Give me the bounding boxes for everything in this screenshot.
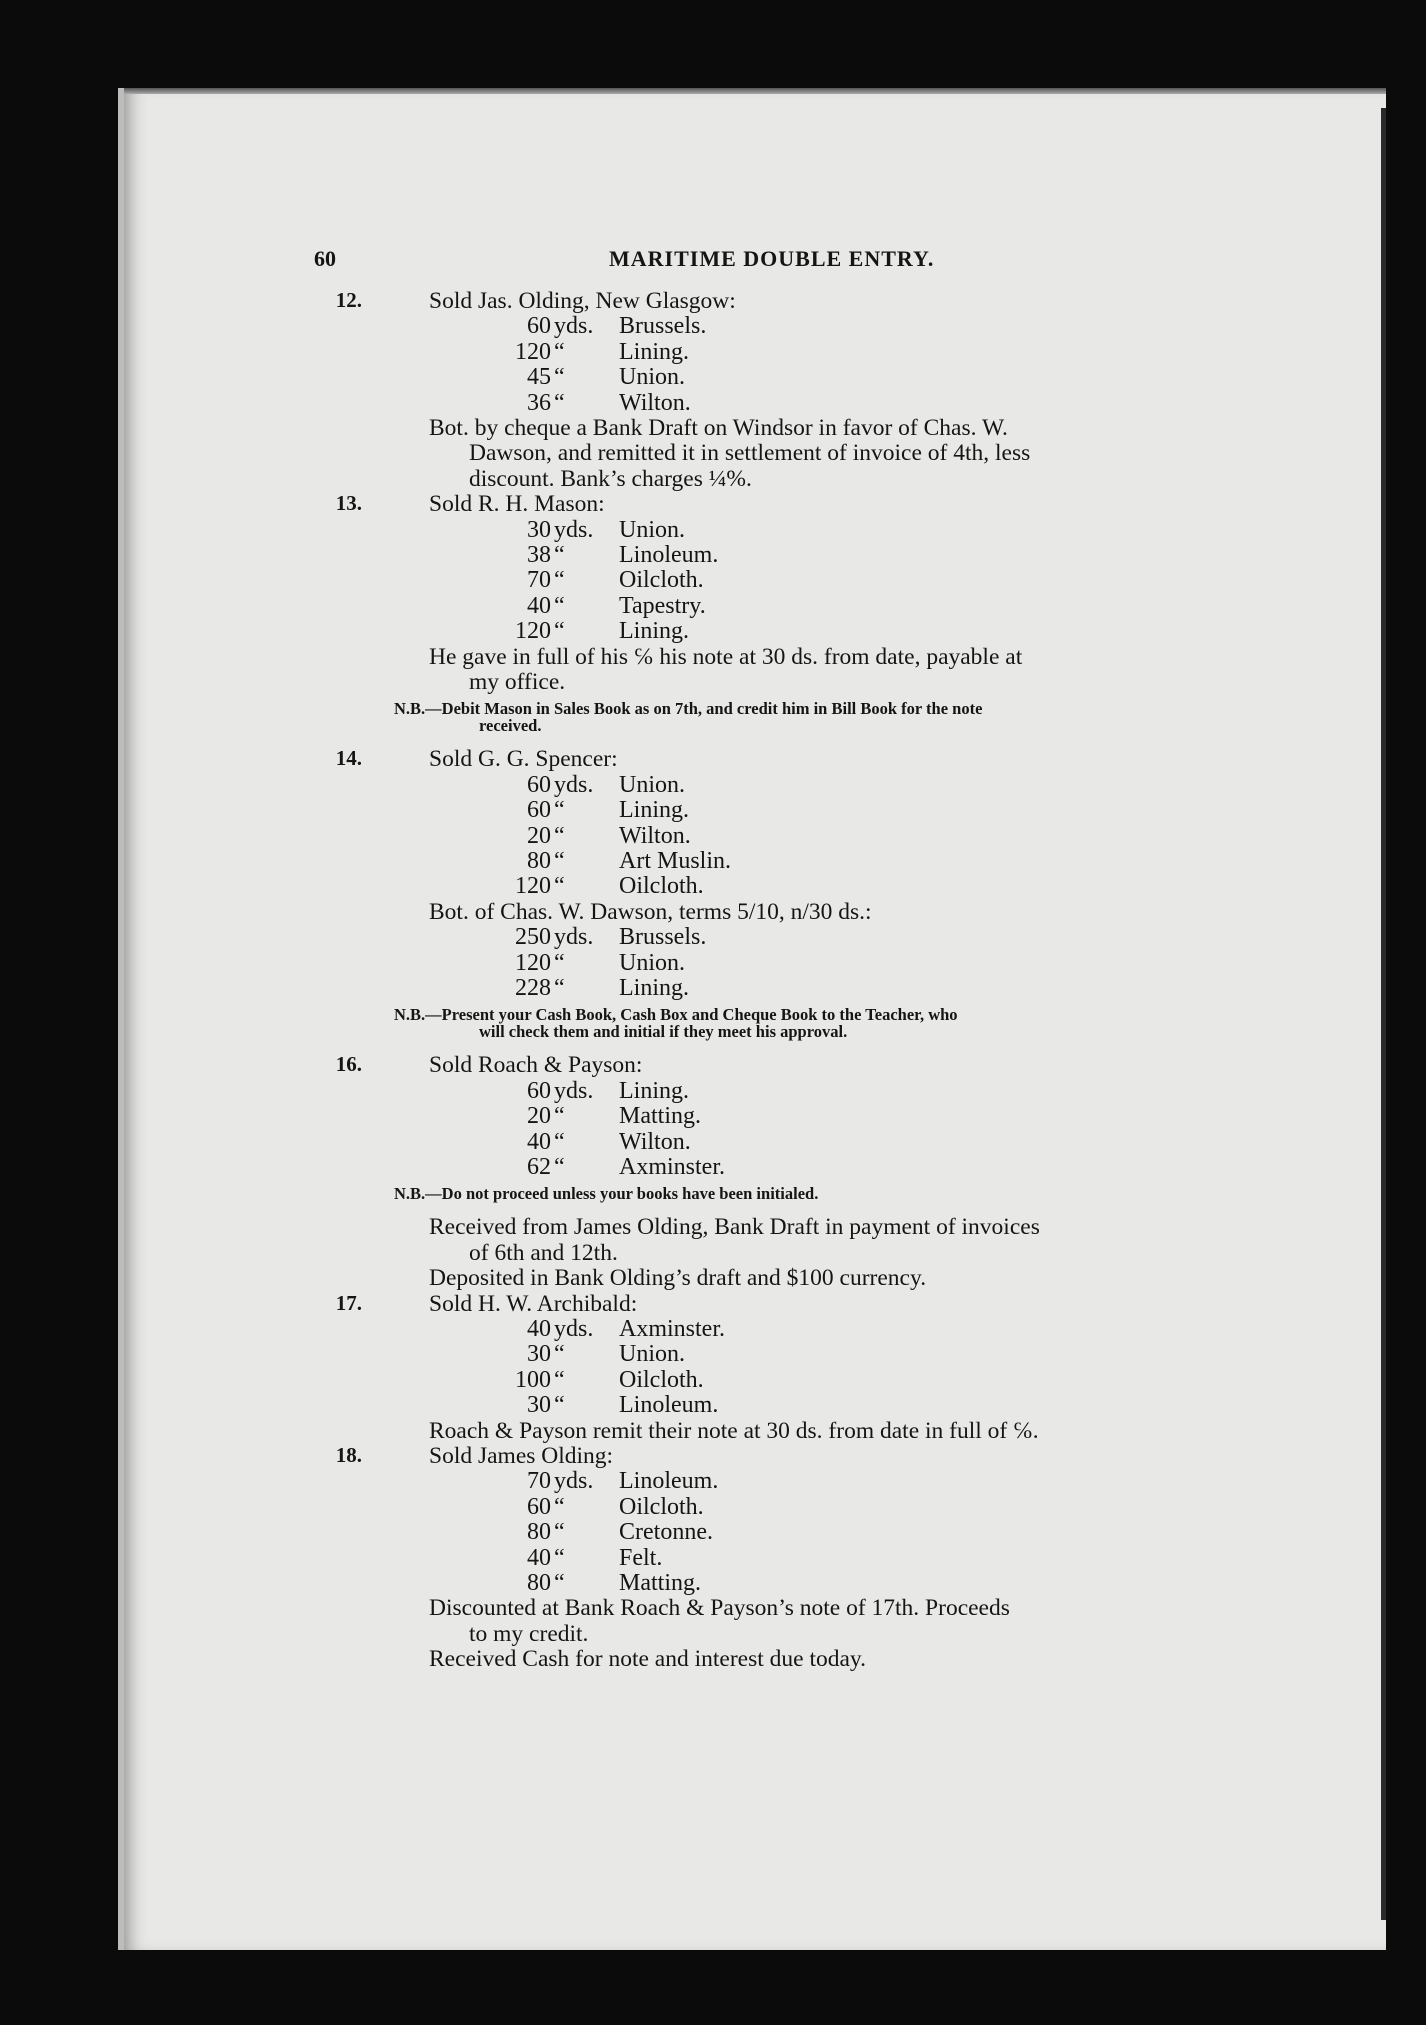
item-description: Axminster. bbox=[619, 1316, 725, 1342]
item-quantity: 100 bbox=[515, 1366, 551, 1393]
item-quantity: 40 bbox=[527, 1128, 551, 1155]
item-description: Lining. bbox=[619, 797, 689, 824]
item-description: Lining. bbox=[619, 338, 689, 365]
item-unit: “ bbox=[554, 1366, 565, 1393]
item-quantity: 36 bbox=[527, 389, 551, 416]
item-description: Union. bbox=[619, 516, 685, 543]
item-quantity: 40 bbox=[527, 1544, 551, 1571]
item-description: Tapestry. bbox=[619, 592, 706, 619]
item-description: Oilcloth. bbox=[619, 1366, 704, 1393]
item-quantity: 120 bbox=[515, 873, 551, 900]
item-unit: “ bbox=[554, 389, 565, 416]
item-quantity: 20 bbox=[527, 1103, 551, 1130]
entry-day: 13. bbox=[335, 491, 362, 516]
item-unit: “ bbox=[554, 338, 565, 365]
entry-line: Roach & Payson remit their note at 30 ds. from date in full of ℅. bbox=[429, 1417, 1039, 1444]
item-unit: yds. bbox=[554, 924, 594, 951]
item-description: Cretonne. bbox=[619, 1519, 713, 1546]
item-unit: “ bbox=[554, 873, 565, 900]
item-description: Oilcloth. bbox=[619, 567, 704, 594]
item-quantity: 60 bbox=[527, 313, 551, 340]
item-quantity: 30 bbox=[527, 1392, 551, 1419]
entry-heading: Sold R. H. Mason: bbox=[429, 491, 605, 518]
entry-day: 17. bbox=[335, 1290, 362, 1315]
entry-heading: Sold H. W. Archibald: bbox=[429, 1290, 638, 1317]
item-unit: “ bbox=[554, 618, 565, 645]
item-quantity: 120 bbox=[515, 949, 551, 976]
entry-heading: Sold G. G. Spencer: bbox=[429, 746, 618, 773]
item-description: Matting. bbox=[619, 1103, 701, 1130]
item-description: Wilton. bbox=[619, 389, 691, 416]
item-quantity: 80 bbox=[527, 848, 551, 874]
item-quantity: 250 bbox=[515, 924, 551, 951]
item-description: Linoleum. bbox=[619, 542, 719, 568]
entry-day: 12. bbox=[335, 288, 362, 312]
item-description: Oilcloth. bbox=[619, 1493, 704, 1520]
item-quantity: 62 bbox=[527, 1154, 551, 1180]
entry-line: He gave in full of his ℅ his note at 30 ds. from date, payable at bbox=[429, 643, 1023, 670]
item-description: Lining. bbox=[619, 618, 689, 645]
page-right-edge bbox=[1381, 108, 1386, 1920]
item-unit: yds. bbox=[554, 516, 594, 543]
item-quantity: 60 bbox=[527, 771, 551, 798]
item-unit: yds. bbox=[554, 1316, 594, 1342]
item-quantity: 60 bbox=[527, 1077, 551, 1104]
item-description: Union. bbox=[619, 364, 685, 391]
item-unit: “ bbox=[554, 1493, 565, 1520]
item-description: Art Muslin. bbox=[619, 848, 732, 874]
item-unit: “ bbox=[554, 848, 565, 874]
item-description: Brussels. bbox=[619, 924, 707, 951]
item-description: Axminster. bbox=[619, 1154, 725, 1180]
entry-day: 18. bbox=[335, 1443, 362, 1467]
item-unit: “ bbox=[554, 1392, 565, 1419]
item-unit: “ bbox=[554, 1341, 565, 1368]
item-unit: “ bbox=[554, 542, 565, 568]
item-unit: yds. bbox=[554, 1468, 594, 1495]
item-unit: yds. bbox=[554, 1077, 594, 1104]
item-quantity: 70 bbox=[527, 1468, 551, 1495]
entry-line: to my credit. bbox=[469, 1620, 589, 1647]
entry-line: Deposited in Bank Olding’s draft and $100 currency. bbox=[429, 1265, 927, 1292]
item-quantity: 60 bbox=[527, 1493, 551, 1520]
item-description: Lining. bbox=[619, 975, 689, 1001]
item-unit: “ bbox=[554, 797, 565, 824]
item-unit: “ bbox=[554, 1103, 565, 1130]
item-unit: “ bbox=[554, 567, 565, 594]
item-unit: “ bbox=[554, 364, 565, 391]
item-quantity: 80 bbox=[527, 1519, 551, 1546]
item-quantity: 40 bbox=[527, 1316, 551, 1342]
entry-line: Dawson, and remitted it in settlement of invoice of 4th, less bbox=[469, 440, 1031, 467]
entry-line: Received from James Olding, Bank Draft in payment of invoices bbox=[429, 1214, 1040, 1241]
item-quantity: 120 bbox=[515, 338, 551, 365]
item-description: Brussels. bbox=[619, 313, 707, 340]
item-unit: yds. bbox=[554, 313, 594, 340]
item-description: Linoleum. bbox=[619, 1392, 719, 1419]
item-quantity: 40 bbox=[527, 592, 551, 619]
item-quantity: 60 bbox=[527, 797, 551, 824]
item-unit: “ bbox=[554, 1570, 565, 1596]
item-description: Union. bbox=[619, 1341, 685, 1368]
book-page bbox=[118, 88, 1386, 1950]
entry-heading: Bot. of Chas. W. Dawson, terms 5/10, n/30 ds.: bbox=[429, 898, 872, 925]
item-description: Union. bbox=[619, 949, 685, 976]
item-description: Union. bbox=[619, 771, 685, 798]
entry-line: my office. bbox=[469, 669, 566, 695]
item-unit: “ bbox=[554, 592, 565, 619]
item-unit: “ bbox=[554, 949, 565, 976]
nb-note: N.B.—Present your Cash Book, Cash Box and Cheque Book to the Teacher, who bbox=[394, 1005, 958, 1025]
item-description: Wilton. bbox=[619, 1128, 691, 1155]
item-description: Felt. bbox=[619, 1544, 663, 1571]
item-quantity: 70 bbox=[527, 567, 551, 594]
entry-line: Bot. by cheque a Bank Draft on Windsor in favor of Chas. W. bbox=[429, 415, 1008, 441]
item-unit: “ bbox=[554, 975, 565, 1001]
page-number: 60 bbox=[314, 246, 336, 271]
entry-line: Discounted at Bank Roach & Payson’s note of 17th. Proceeds bbox=[429, 1595, 1010, 1622]
item-description: Linoleum. bbox=[619, 1468, 719, 1495]
item-quantity: 228 bbox=[515, 975, 551, 1001]
item-quantity: 30 bbox=[527, 1341, 551, 1368]
item-quantity: 30 bbox=[527, 516, 551, 543]
item-quantity: 38 bbox=[527, 542, 551, 568]
entry-heading: Sold Jas. Olding, New Glasgow: bbox=[429, 288, 736, 314]
item-unit: “ bbox=[554, 1128, 565, 1155]
nb-note: received. bbox=[479, 716, 542, 736]
item-quantity: 20 bbox=[527, 822, 551, 849]
page-top-edge bbox=[124, 88, 1386, 94]
nb-note: N.B.—Debit Mason in Sales Book as on 7th, and credit him in Bill Book for the note bbox=[394, 699, 983, 719]
item-description: Wilton. bbox=[619, 822, 691, 849]
entry-heading: Sold James Olding: bbox=[429, 1443, 614, 1469]
item-quantity: 45 bbox=[527, 364, 551, 391]
item-quantity: 80 bbox=[527, 1570, 551, 1596]
item-description: Lining. bbox=[619, 1077, 689, 1104]
item-unit: “ bbox=[554, 1154, 565, 1180]
item-unit: “ bbox=[554, 822, 565, 849]
entry-line: discount. Bank’s charges ¼%. bbox=[469, 465, 752, 492]
item-unit: yds. bbox=[554, 771, 594, 798]
entry-line: Received Cash for note and interest due today. bbox=[429, 1646, 866, 1673]
item-quantity: 120 bbox=[515, 618, 551, 645]
item-unit: “ bbox=[554, 1519, 565, 1546]
nb-note: N.B.—Do not proceed unless your books have been initialed. bbox=[394, 1184, 819, 1204]
entry-day: 16. bbox=[335, 1052, 362, 1077]
item-description: Oilcloth. bbox=[619, 873, 704, 900]
item-unit: “ bbox=[554, 1544, 565, 1571]
entry-day: 14. bbox=[335, 746, 362, 771]
nb-note: will check them and initial if they meet his approval. bbox=[479, 1022, 848, 1042]
entry-line: of 6th and 12th. bbox=[469, 1239, 618, 1266]
entry-heading: Sold Roach & Payson: bbox=[429, 1052, 643, 1079]
running-head: MARITIME DOUBLE ENTRY. bbox=[609, 246, 935, 271]
item-description: Matting. bbox=[619, 1570, 701, 1596]
